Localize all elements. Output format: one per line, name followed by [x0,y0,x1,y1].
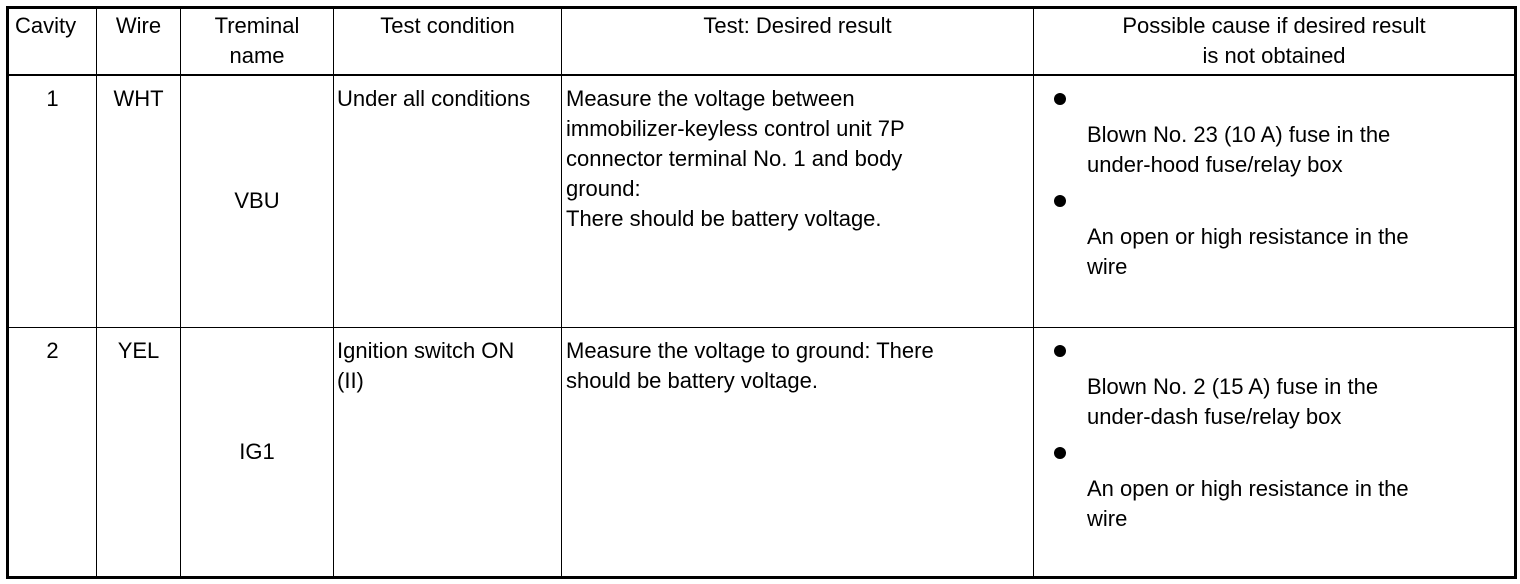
cause-text: An open or high resistance in the wire [1087,475,1409,531]
desired-result-cell: Measure the voltage to ground: There should be battery voltage. [562,327,1034,577]
possible-cause-cell [1034,75,1516,327]
header-test-condition: Test condition [334,8,562,76]
connector-test-table [6,6,1517,579]
cause-text: An open or high resistance in the wire [1087,224,1409,279]
wire-cell: WHT [97,75,181,327]
cavity-cell: 2 [8,327,97,577]
header-terminal-name: Treminal name [181,8,334,76]
bullet-icon [1054,345,1066,357]
terminal-name-cell: VBU [181,75,334,327]
terminal-name-cell: IG1 [181,327,334,577]
bullet-icon [1054,447,1066,459]
desired-result-cell: Measure the voltage between immobilizer-keyless control unit 7P connector terminal No. 1 and body ground: There should be battery voltage. [562,75,1034,327]
cause-text: Blown No. 23 (10 A) fuse in the under-hood fuse/relay box [1087,122,1391,177]
table-row [8,75,1516,327]
table-row [8,327,1516,577]
bullet-icon [1054,195,1066,207]
bullet-icon [1054,93,1066,105]
wire-cell: YEL [97,327,181,577]
header-wire: Wire [97,8,181,76]
cause-item [1054,93,1514,180]
test-condition-cell: Under all conditions [334,75,562,327]
header-row [8,8,1516,76]
cavity-cell: 1 [8,75,97,327]
cause-item [1054,447,1514,534]
cause-item [1054,345,1514,432]
possible-cause-cell [1034,327,1516,577]
header-possible-cause: Possible cause if desired result is not obtained [1034,8,1516,76]
header-cavity: Cavity [8,8,97,76]
cause-item [1054,195,1514,282]
header-desired-result: Test: Desired result [562,8,1034,76]
cause-text: Blown No. 2 (15 A) fuse in the under-dash fuse/relay box [1087,373,1379,429]
test-condition-cell: Ignition switch ON (II) [334,327,562,577]
